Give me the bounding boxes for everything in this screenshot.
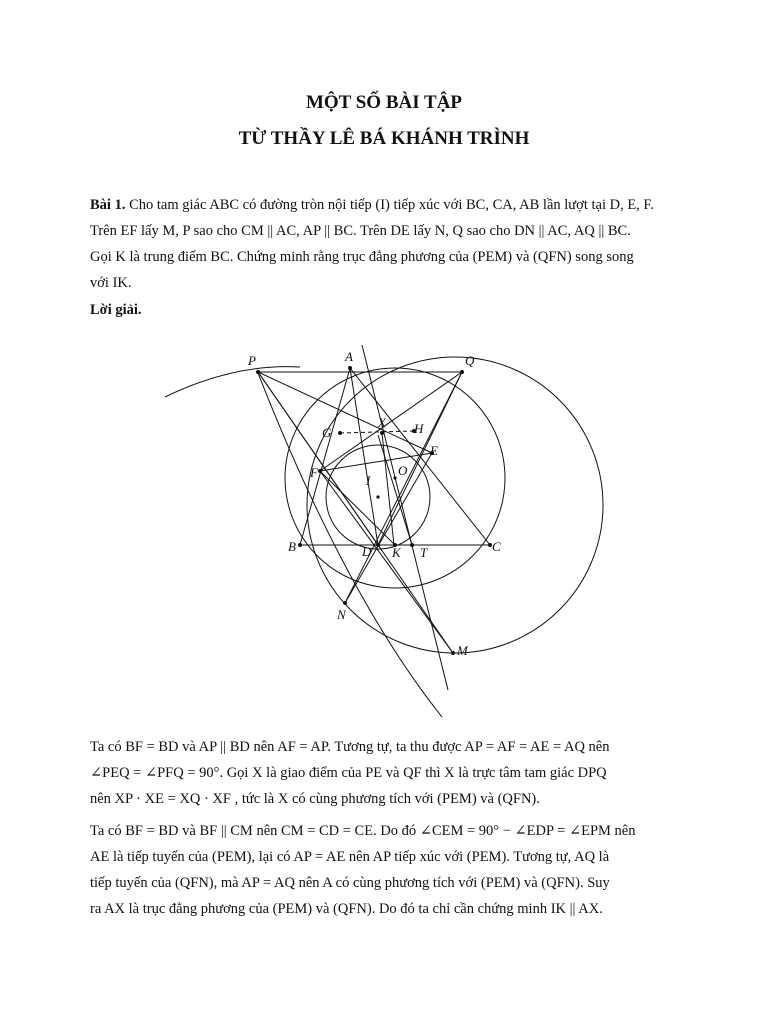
solution-p2-line-3: tiếp tuyến của (QFN), mà AP = AQ nên A có cùng phương tích với (PEM) và (QFN). Suy [90,875,610,891]
label-q: Q [465,353,475,368]
label-b: B [288,539,296,554]
label-a: A [345,349,353,364]
label-f: F [310,465,318,480]
label-d: D [362,544,372,559]
problem-line-4: với IK. [90,275,132,291]
label-c: C [492,539,501,554]
label-m: M [457,643,468,658]
solution-p2-line-2: AE là tiếp tuyến của (PEM), lại có AP = AE nên AP tiếp xúc với (PEM). Tương tự, AQ là [90,849,610,865]
triangle-abc [300,368,490,545]
solution-p2-line-1: Ta có BF = BD và BF || CM nên CM = CD = CE. Do đó ∠CEM = 90° − ∠EDP = ∠EPM nên [90,823,636,839]
solution-paragraph-1 [90,734,678,812]
label-p: P [248,353,256,368]
problem-label: Bài 1. [90,197,126,213]
solution-p1-line-2: ∠PEQ = ∠PFQ = 90°. Gọi X là giao điểm của PE và QF thì X là trực tâm tam giác DPQ [90,765,607,781]
label-i: I [366,473,371,488]
problem-line-1: Cho tam giác ABC có đường tròn nội tiếp (I) tiếp xúc với BC, CA, AB lần lượt tại D, E, F. [129,197,654,213]
label-g: G [322,425,332,440]
solution-paragraph-2 [90,818,678,922]
circle-qfn [307,357,603,653]
label-k: K [392,545,401,560]
solution-p1-line-1: Ta có BF = BD và AP || BD nên AF = AP. Tương tự, ta thu được AP = AF = AE = AQ nên [90,739,610,755]
problem-statement [90,192,678,296]
solution-p2-line-4: ra AX là trục đẳng phương của (PEM) và (QFN). Do đó ta chỉ cần chứng minh IK || AX. [90,901,603,917]
title-line-2: TỪ THẦY LÊ BÁ KHÁNH TRÌNH [238,128,530,149]
label-x: X [378,415,386,430]
label-n: N [337,607,346,622]
label-t: T [420,545,428,560]
solution-p1-line-3: nên XP · XE = XQ · XF , tức là X có cùng phương tích với (PEM) và (QFN). [90,791,540,807]
label-e: E [430,443,438,458]
label-h: H [414,421,424,436]
geometry-figure [150,345,620,725]
problem-line-2: Trên EF lấy M, P sao cho CM || AC, AP || BC. Trên DE lấy N, Q sao cho DN || AC, AQ || BC. [90,223,631,239]
solution-heading: Lời giải. [90,302,142,318]
label-o: O [398,463,408,478]
title-line-1: MỘT SỐ BÀI TẬP [305,92,463,113]
problem-line-3: Gọi K là trung điểm BC. Chứng minh rằng trục đẳng phương của (PEM) và (QFN) song song [90,249,634,265]
